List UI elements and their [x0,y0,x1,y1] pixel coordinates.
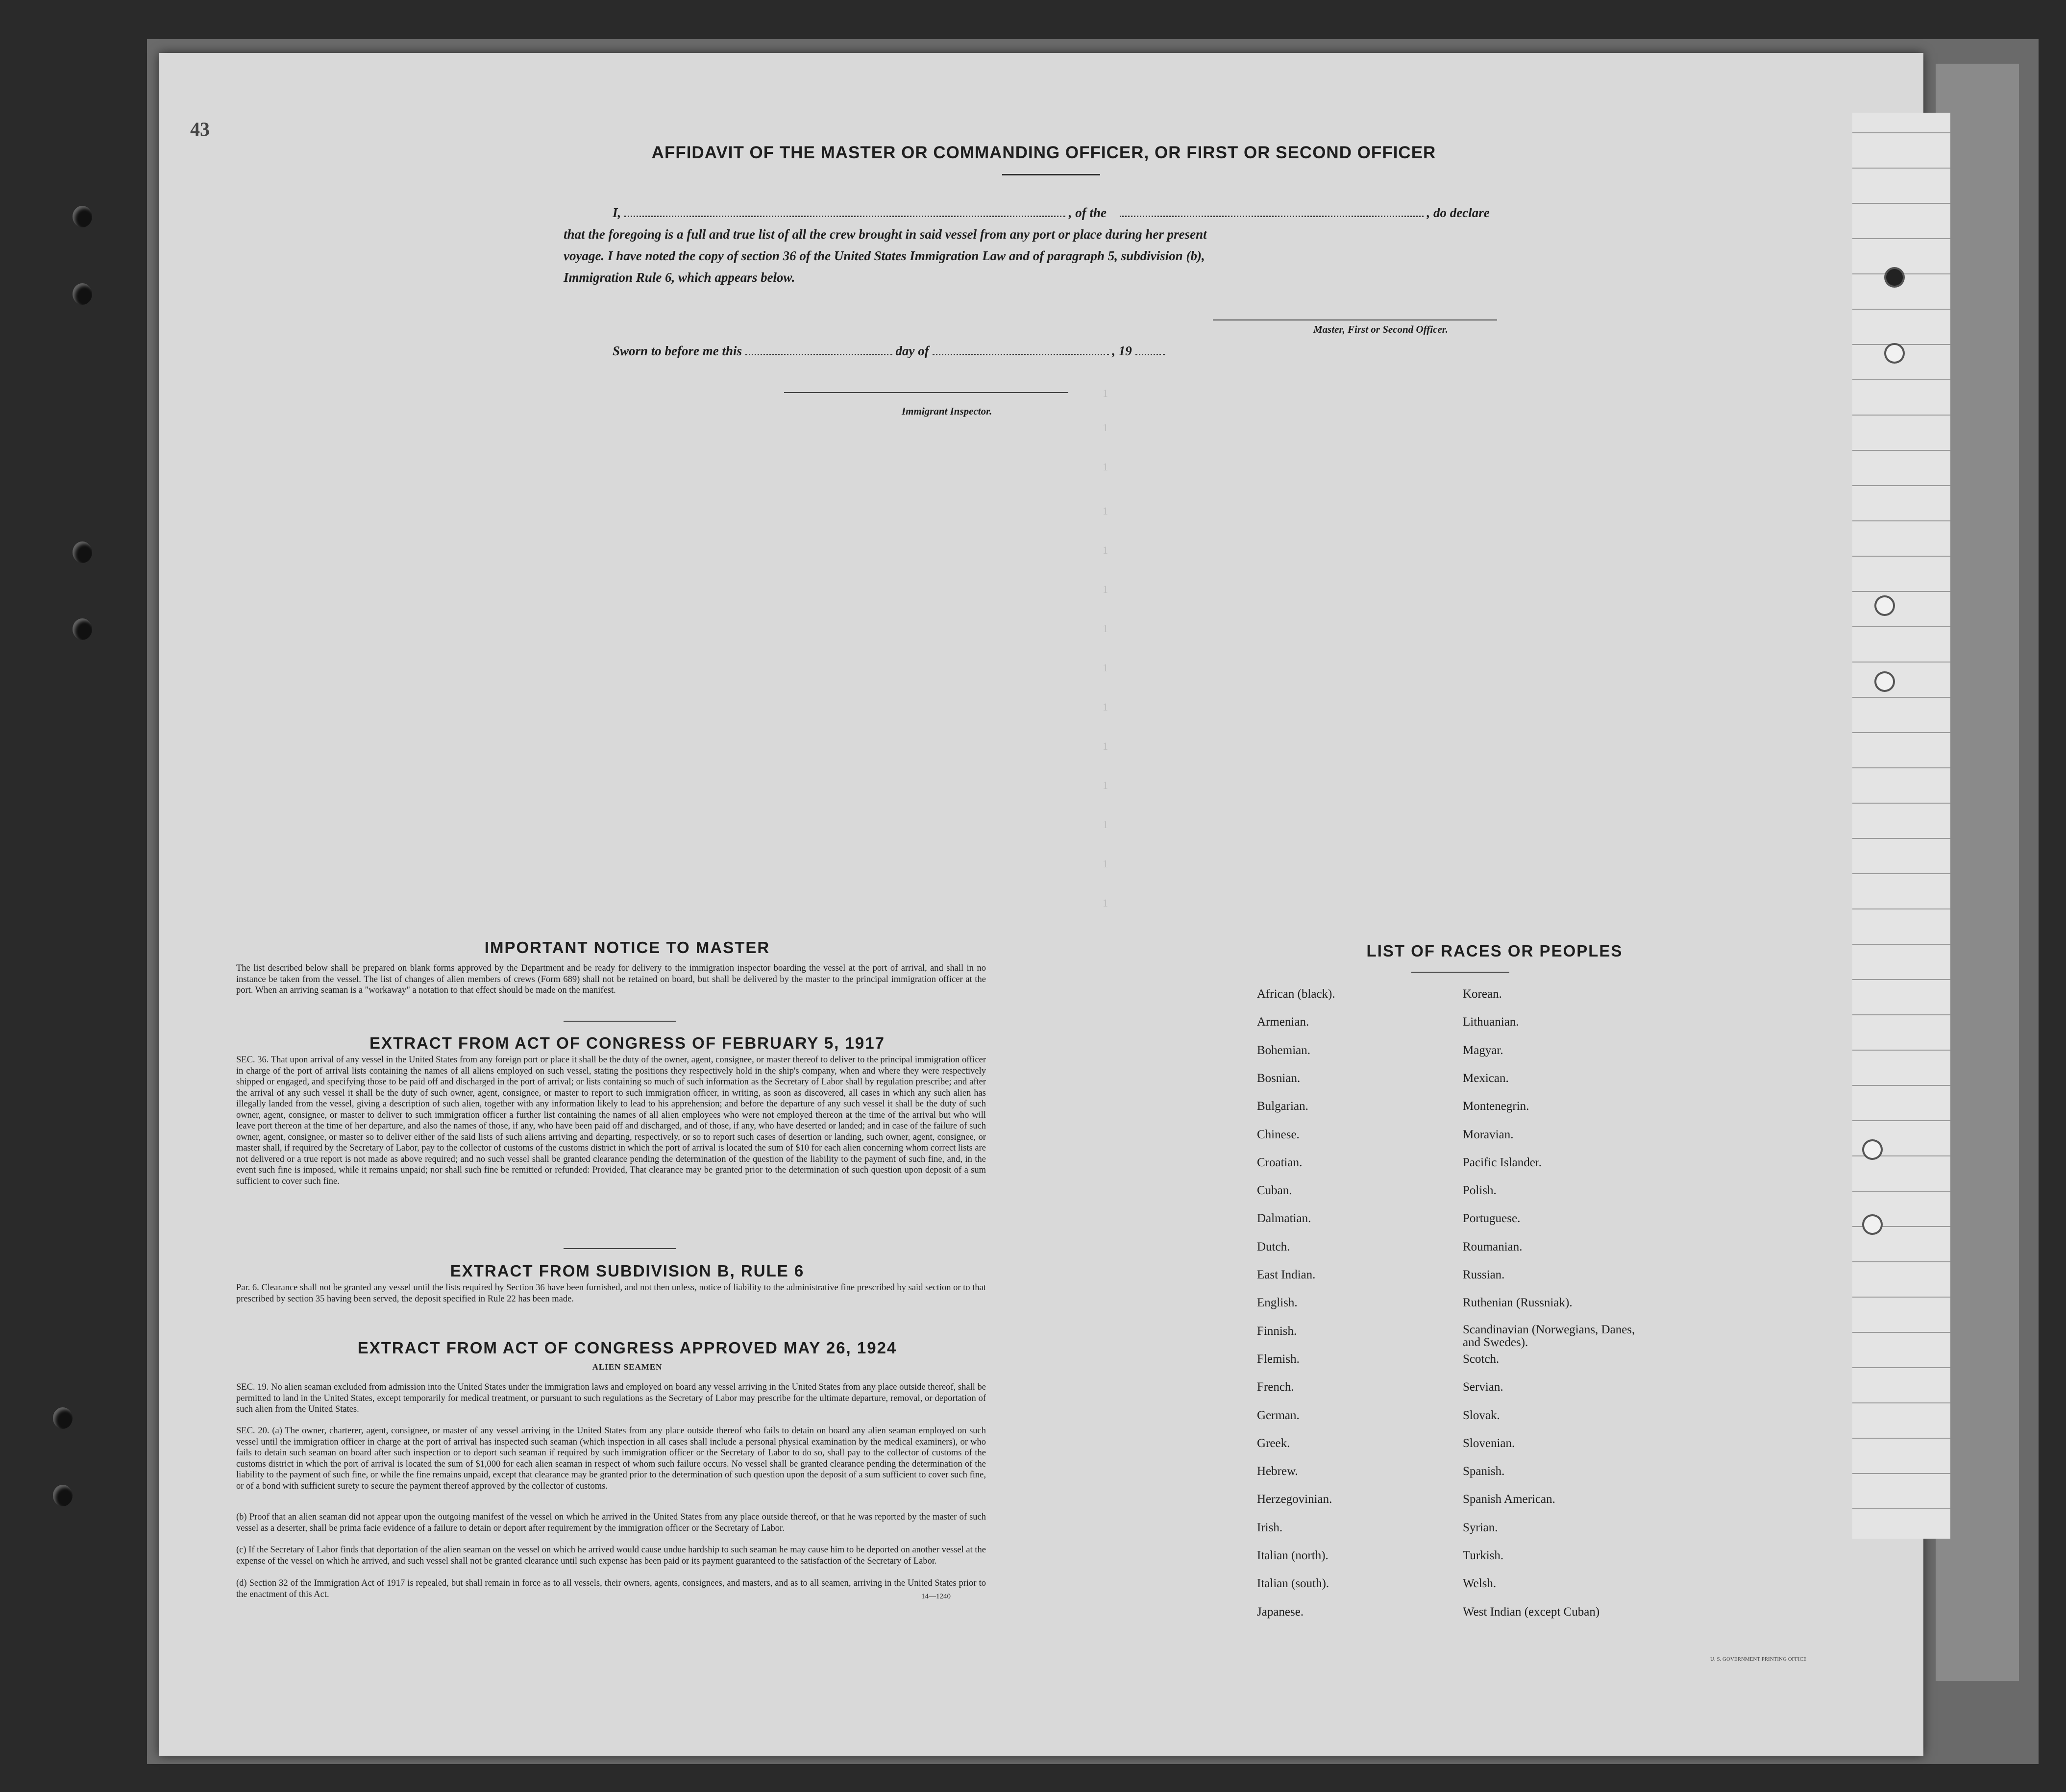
affidavit-title: AFFIDAVIT OF THE MASTER OR COMMANDING OFFICER, OR FIRST OR SECOND OFFICER [651,143,1436,162]
ring-hole [1862,1214,1883,1235]
race-item: Greek. [1257,1437,1290,1450]
race-item: Italian (north). [1257,1549,1328,1562]
bleed-through-mark: 1 [1103,387,1108,399]
bleed-through-mark: 1 [1103,461,1108,473]
underlying-manifest-strip [1852,113,1950,1539]
notice-text: The list described below shall be prepared on blank forms approved by the Department and be ready for delivery to the immigration inspector boarding the vessel at the port of arrival, and shall in no instance be taken from the vessel. The list of changes of alien members of crews (Form 689) shall not be retained on board, but shall be delivered by the master to the principal immigration officer at the port. When an arriving seaman is a "workaway" a notation to that effect should be made on the manifest. [236,963,986,995]
race-item: Croatian. [1257,1156,1303,1169]
race-item: English. [1257,1296,1298,1309]
race-item: East Indian. [1257,1268,1316,1281]
race-item: African (black). [1257,987,1335,1001]
strip-rule-line [1852,1191,1950,1192]
bleed-through-mark: 1 [1103,897,1108,909]
extract-rule6-text: Par. 6. Clearance shall not be granted any vessel until the lists required by Section 36 have been furnished, and not then unless, notice of liability to the administrative fine prescribed by said section or to that prescribed by section 35 having been served, the deposit specified in Rule 22 has been made. [236,1283,986,1304]
strip-rule-line [1852,1367,1950,1368]
ring-hole [1862,1139,1883,1160]
strip-rule-line [1852,1261,1950,1262]
race-item: Portuguese. [1463,1212,1521,1225]
affidavit-line3: voyage. I have noted the copy of section 36 of the United States Immigration Law and of paragraph 5, subdivision (b), [564,248,1205,263]
strip-rule-line [1852,1050,1950,1051]
race-item: Scotch. [1463,1352,1500,1366]
strip-rule-line [1852,520,1950,521]
bleed-through-mark: 1 [1103,818,1108,831]
strip-rule-line [1852,415,1950,416]
strip-rule-line [1852,908,1950,909]
bleed-through-mark: 1 [1103,421,1108,434]
ring-hole [1884,267,1905,288]
race-item: Slovak. [1463,1409,1500,1422]
strip-rule-line [1852,556,1950,557]
extract-1924-sec20d: (d) Section 32 of the Immigration Act of 1917 is repealed, but shall remain in force as to all vessels, their owners, agents, consignees, and masters, and as to all seamen, arriving in the United States prior to the enactment of this Act. [236,1578,986,1599]
bleed-through-mark: 1 [1103,701,1108,713]
race-item: Slovenian. [1463,1437,1515,1450]
race-item: Armenian. [1257,1015,1309,1029]
race-item: Dalmatian. [1257,1212,1311,1225]
affidavit-line2: that the foregoing is a full and true list of all the crew brought in said vessel from any port or place during her present [564,227,1207,242]
printer-imprint: U. S. GOVERNMENT PRINTING OFFICE [1710,1656,1807,1662]
race-item: Flemish. [1257,1352,1300,1366]
extract-1917-title: EXTRACT FROM ACT OF CONGRESS OF FEBRUARY 5, 1917 [369,1034,885,1052]
strip-rule-line [1852,767,1950,768]
bleed-through-mark: 1 [1103,583,1108,595]
affidavit-text [564,202,1544,288]
punch-hole [53,1407,73,1429]
bleed-through-mark: 1 [1103,544,1108,556]
punch-hole [73,618,92,640]
punch-hole [73,206,92,227]
page-number: 43 [190,118,210,140]
affidavit-line1: I, , of the , do declare [613,205,1490,220]
notice-title: IMPORTANT NOTICE TO MASTER [484,938,770,957]
strip-rule-line [1852,168,1950,169]
race-item: Pacific Islander. [1463,1156,1542,1169]
vessel-blank[interactable] [1120,216,1424,217]
race-item: Cuban. [1257,1184,1292,1197]
extract-1924-sec19: SEC. 19. No alien seaman excluded from admission into the United States under the immigration laws and employed on board any vessel arriving in the United States from any place outside thereof, shall be permitted to land in the United States, except temporarily for medical treatment, or pursuant to such regulations as the Secretary of Labor may prescribe for the ultimate departure, removal, or deportation of such alien from the United States. [236,1382,986,1414]
race-item: Ruthenian (Russniak). [1463,1296,1573,1309]
extract-rule6-title: EXTRACT FROM SUBDIVISION B, RULE 6 [450,1262,805,1280]
race-item: Welsh. [1463,1577,1497,1590]
strip-rule-line [1852,626,1950,627]
strip-rule-line [1852,732,1950,733]
signature-label: Master, First or Second Officer. [1313,323,1448,335]
extract-1924-sec20a: SEC. 20. (a) The owner, charterer, agent, consignee, or master of any vessel arriving in the United States from any place outside thereof who fails to detain on board any alien seaman employed on such vessel until the immigration officer in charge at the port of arrival has inspected such seaman (which inspection in all cases shall include a personal physical examination by the medical examiners), or who fails to detain such seaman on board after such inspection or to deport such seaman if required by such immigration officer or the Secretary of Labor to do so, shall pay to the collector of customs of the customs district in which the port of arrival is located the sum of $1,000 for each alien seaman in respect of whom such failure occurs. No vessel shall be granted clearance pending the determination of the liability to the payment of such fine, or while the fine remains unpaid, except that clearance may be granted prior to the determination of such question upon the deposit of a sum sufficient to cover such fine, or of a bond with sufficient surety to secure the payment thereof approved by the collector of customs. [236,1426,986,1491]
race-item: Chinese. [1257,1128,1300,1141]
strip-rule-line [1852,485,1950,486]
strip-rule-line [1852,697,1950,698]
alien-seamen-subtitle: ALIEN SEAMEN [592,1362,663,1372]
strip-rule-line [1852,1438,1950,1439]
race-item: Dutch. [1257,1240,1290,1253]
strip-rule-line [1852,944,1950,945]
punch-hole [73,283,92,305]
race-item: Russian. [1463,1268,1505,1281]
signature-line[interactable] [1213,319,1497,320]
race-item: Servian. [1463,1380,1503,1394]
strip-rule-line [1852,132,1950,133]
race-item: French. [1257,1380,1294,1394]
strip-rule-line [1852,1402,1950,1403]
race-item: Finnish. [1257,1325,1297,1338]
ring-hole [1884,343,1905,364]
race-item: Syrian. [1463,1521,1498,1534]
extract-1924-title: EXTRACT FROM ACT OF CONGRESS APPROVED MAY 26, 1924 [357,1339,897,1357]
extract-1917-text: SEC. 36. That upon arrival of any vessel in the United States from any foreign port or place it shall be the duty of the owner, agent, consignee, or master thereof to deliver to the principal immigration officer in charge of the port of arrival lists containing the names of all aliens employed on such vessel, stating the positions they respectively hold in the ship's company, when and where they were respectively shipped or engaged, and specifying those to be paid off and discharged in the port of arrival; or lists containing so much of such information as the Secretary of Labor shall by regulation prescribe; and after the arrival of any such vessel it shall be the duty of such owner, agent, consignee, or master to report to such immigration officer, in writing, as soon as discovered, all cases in which any such alien has illegally landed from the vessel, giving a description of such alien, together with any information likely to lead to his apprehension; and before the departure of any such vessel it shall be the duty of such owner, agent, consignee, or master to deliver to such immigration officer a further list containing the names of all alien employees who were not employed thereon at the time of the arrival but who will leave port thereon at the time of her departure, and also the names of those, if any, who have been paid off and discharged, and of those, if any, who have deserted or landed; and in case of the failure of such owner, agent, consignee, or master so to deliver either of the said lists of such aliens arriving and departing, respectively, or so to report such cases of desertion or landing, such owner, agent, consignee, or master shall, if required by the Secretary of Labor, pay to the collector of customs of the customs district in which the port of arrival is located the sum of $10 for each alien concerning whom correct lists are not delivered or a true report is not made as above required; and no such vessel shall be granted clearance pending the determination of the question of the liability to the payment of such fine, and, in the event such fine is imposed, while it remains unpaid; nor shall such fine be remitted or refunded: Provided, That clearance may be granted prior to the determination of such question upon deposit of a sum sufficient to cover such fine. [236,1055,986,1186]
strip-rule-line [1852,1508,1950,1509]
punch-hole [73,541,92,563]
race-item: Turkish. [1463,1549,1504,1562]
punch-hole [53,1485,73,1506]
race-item: Polish. [1463,1184,1497,1197]
strip-rule-line [1852,591,1950,592]
strip-rule-line [1852,662,1950,663]
strip-rule-line [1852,1297,1950,1298]
race-item: Herzegovinian. [1257,1493,1332,1506]
bleed-through-mark: 1 [1103,505,1108,517]
sworn-year-blank[interactable] [1135,354,1165,355]
section-rule [564,1021,676,1022]
race-item: Japanese. [1257,1605,1304,1619]
name-blank[interactable] [624,216,1065,217]
strip-rule-line [1852,379,1950,380]
races-title-rule [1411,972,1509,973]
race-item: Mexican. [1463,1072,1509,1085]
race-item: Italian (south). [1257,1577,1329,1590]
bleed-through-mark: 1 [1103,622,1108,635]
race-item: Scandinavian (Norwegians, Danes, and Swedes). [1463,1323,1635,1349]
strip-rule-line [1852,450,1950,451]
sworn-day-blank[interactable] [745,354,892,355]
race-item: Spanish American. [1463,1493,1555,1506]
strip-rule-line [1852,203,1950,204]
strip-rule-line [1852,344,1950,345]
race-item: Irish. [1257,1521,1283,1534]
strip-rule-line [1852,1473,1950,1474]
race-item: Korean. [1463,987,1502,1001]
extract-1924-sec20b: (b) Proof that an alien seaman did not appear upon the outgoing manifest of the vessel on which he arrived in the United States from any place outside thereof, or that he was reported by the master of such vessel as a deserter, shall be prima facie evidence of a failure to detain or deport after requirement by the immigration officer or the Secretary of Labor. [236,1512,986,1533]
section-rule [564,1248,676,1249]
sworn-line: Sworn to before me this day of , 19 [613,340,1348,362]
race-item: Bulgarian. [1257,1100,1308,1113]
strip-rule-line [1852,803,1950,804]
manifest-page [159,53,1923,1756]
strip-rule-line [1852,1120,1950,1121]
inspector-signature-line[interactable] [784,392,1068,393]
strip-rule-line [1852,873,1950,874]
strip-rule-line [1852,309,1950,310]
race-item: Magyar. [1463,1044,1503,1057]
race-item: Moravian. [1463,1128,1514,1141]
race-item: West Indian (except Cuban) [1463,1605,1600,1619]
strip-rule-line [1852,838,1950,839]
race-item: Hebrew. [1257,1465,1298,1478]
race-item: Montenegrin. [1463,1100,1529,1113]
bleed-through-mark: 1 [1103,779,1108,791]
affidavit-line4: Immigration Rule 6, which appears below. [564,270,795,285]
race-item: German. [1257,1409,1300,1422]
form-number: 14—1240 [921,1593,951,1600]
strip-rule-line [1852,979,1950,980]
bleed-through-mark: 1 [1103,740,1108,752]
race-item: Spanish. [1463,1465,1505,1478]
ring-hole [1874,671,1895,692]
bleed-through-mark: 1 [1103,858,1108,870]
race-item: Roumanian. [1463,1240,1523,1253]
bleed-through-mark: 1 [1103,662,1108,674]
ring-hole [1874,595,1895,616]
races-title: LIST OF RACES OR PEOPLES [1366,942,1623,960]
race-item: Bosnian. [1257,1072,1301,1085]
extract-1924-sec20c: (c) If the Secretary of Labor finds that deportation of the alien seaman on the vessel on which he arrived would cause undue hardship to such seaman he may cause him to be deported on another vessel at the expense of the vessel on which he arrived, and such vessel shall not be granted clearance until such expense has been paid or its payment guaranteed to the satisfaction of the Secretary of Labor. [236,1545,986,1566]
sworn-month-blank[interactable] [933,354,1109,355]
strip-rule-line [1852,1014,1950,1015]
race-item: Bohemian. [1257,1044,1311,1057]
strip-rule-line [1852,1332,1950,1333]
title-rule [1002,174,1100,175]
strip-rule-line [1852,238,1950,239]
strip-rule-line [1852,1085,1950,1086]
inspector-label: Immigrant Inspector. [902,405,992,417]
race-item: Lithuanian. [1463,1015,1519,1029]
